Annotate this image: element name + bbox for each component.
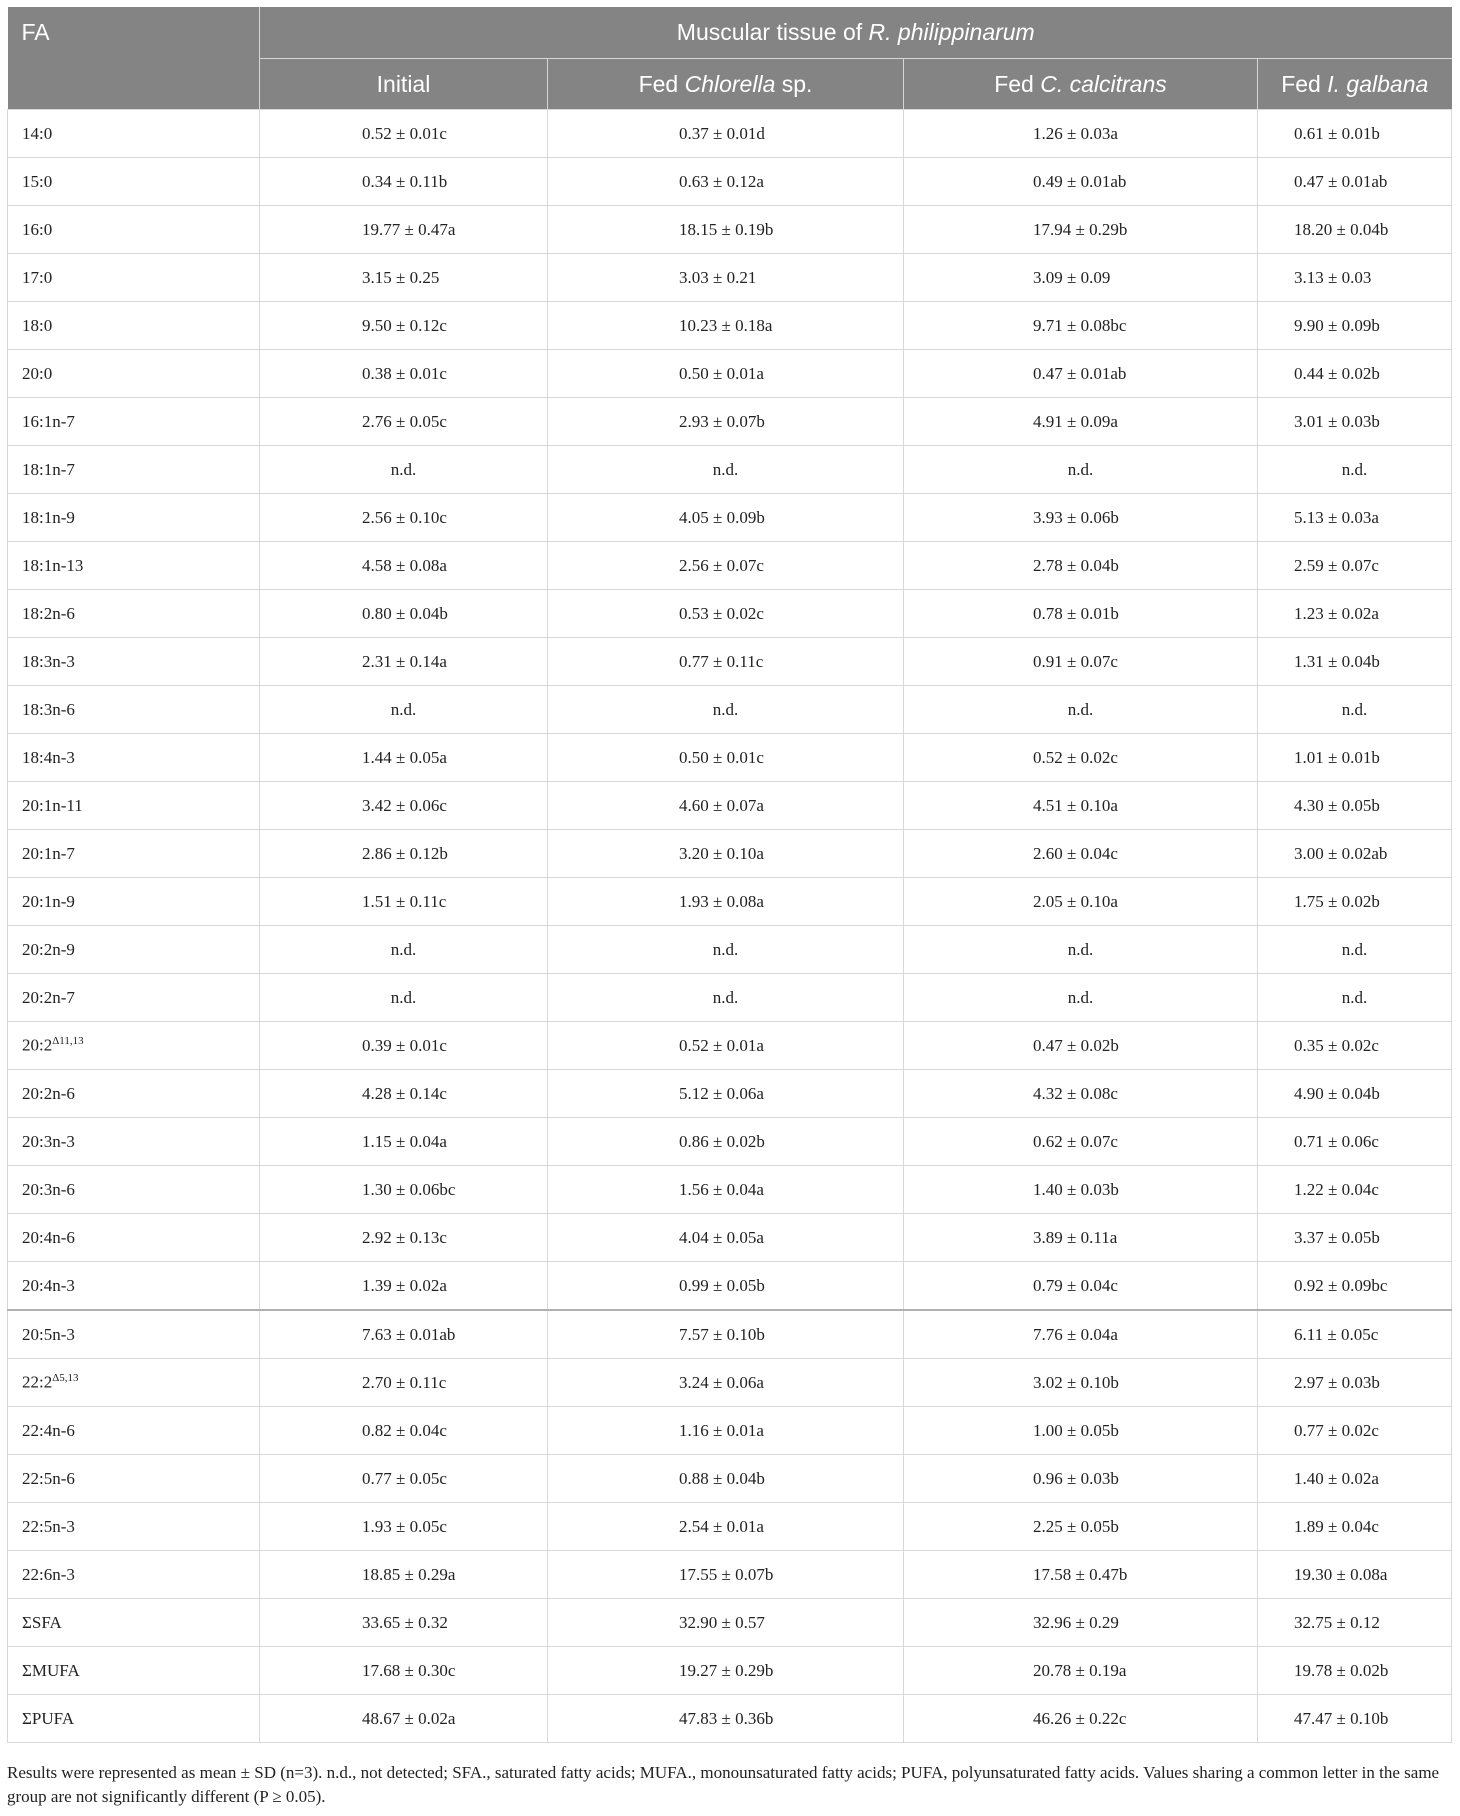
table-row	[8, 1455, 1452, 1503]
table-row	[8, 158, 1452, 206]
value-cell: n.d.	[548, 926, 904, 974]
value-cell: 1.93 ± 0.08a	[548, 878, 904, 926]
value-cell: 0.49 ± 0.01ab	[904, 158, 1258, 206]
table-row	[8, 974, 1452, 1022]
value-cell: 0.82 ± 0.04c	[260, 1407, 548, 1455]
table-row	[8, 1359, 1452, 1407]
value-cell: 47.83 ± 0.36b	[548, 1695, 904, 1743]
value-cell: 0.34 ± 0.11b	[260, 158, 548, 206]
group-header-species: R. philippinarum	[868, 19, 1035, 45]
value-cell: 0.78 ± 0.01b	[904, 590, 1258, 638]
column-header-3	[1258, 59, 1452, 110]
fatty-acid-name: 17:0	[22, 267, 53, 287]
value-cell: 17.58 ± 0.47b	[904, 1551, 1258, 1599]
column-header-prefix: Initial	[376, 70, 431, 97]
table-row	[8, 1214, 1452, 1262]
table-footnote: Results were represented as mean ± SD (n=3). n.d., not detected; SFA., saturated fatty acids; MUFA., monounsaturated fatty acids; PUFA, polyunsaturated fatty acids. Values sharing a common letter in the same group are not significantly different (P ≥ 0.05).	[7, 1763, 1440, 1806]
fatty-acid-name: 20:1n-7	[22, 843, 75, 863]
value-cell: 4.28 ± 0.14c	[260, 1070, 548, 1118]
value-cell: 0.77 ± 0.02c	[1258, 1407, 1452, 1455]
value-cell: 1.31 ± 0.04b	[1258, 638, 1452, 686]
fatty-acid-name: 18:2n-6	[22, 603, 75, 623]
table-row	[8, 110, 1452, 158]
fatty-acid-superscript: Δ11,13	[52, 1035, 84, 1048]
fatty-acid-name: 18:1n-7	[22, 459, 75, 479]
value-cell: 0.52 ± 0.01c	[260, 110, 548, 158]
fatty-acid-name: 20:4n-6	[22, 1227, 75, 1247]
fatty-acid-label	[8, 446, 260, 494]
column-header-species: C. calcitrans	[1040, 70, 1167, 97]
fatty-acid-label	[8, 1455, 260, 1503]
fatty-acid-label	[8, 782, 260, 830]
value-cell: n.d.	[548, 446, 904, 494]
value-cell: 0.63 ± 0.12a	[548, 158, 904, 206]
fatty-acid-name: 20:1n-9	[22, 891, 75, 911]
value-cell: 3.03 ± 0.21	[548, 254, 904, 302]
value-cell: 4.30 ± 0.05b	[1258, 782, 1452, 830]
value-cell: 1.40 ± 0.03b	[904, 1166, 1258, 1214]
value-cell: 0.39 ± 0.01c	[260, 1022, 548, 1070]
value-cell: 2.97 ± 0.03b	[1258, 1359, 1452, 1407]
fatty-acid-name: 18:3n-3	[22, 651, 75, 671]
fatty-acid-label	[8, 1647, 260, 1695]
value-cell: n.d.	[1258, 926, 1452, 974]
fatty-acid-name: 18:4n-3	[22, 747, 75, 767]
value-cell: 32.90 ± 0.57	[548, 1599, 904, 1647]
value-cell: 4.90 ± 0.04b	[1258, 1070, 1452, 1118]
table-row	[8, 638, 1452, 686]
fatty-acid-name: 22:6n-3	[22, 1564, 75, 1584]
value-cell: 1.16 ± 0.01a	[548, 1407, 904, 1455]
fatty-acid-name: 15:0	[22, 171, 53, 191]
value-cell: n.d.	[904, 974, 1258, 1022]
fatty-acid-label	[8, 1166, 260, 1214]
fatty-acid-label	[8, 1503, 260, 1551]
table-row	[8, 494, 1452, 542]
fatty-acid-name: 20:1n-11	[22, 795, 83, 815]
value-cell: 32.75 ± 0.12	[1258, 1599, 1452, 1647]
value-cell: n.d.	[1258, 686, 1452, 734]
fatty-acid-name: 22:4n-6	[22, 1420, 75, 1440]
value-cell: 2.76 ± 0.05c	[260, 398, 548, 446]
value-cell: 19.27 ± 0.29b	[548, 1647, 904, 1695]
value-cell: 1.75 ± 0.02b	[1258, 878, 1452, 926]
value-cell: 1.23 ± 0.02a	[1258, 590, 1452, 638]
value-cell: 0.88 ± 0.04b	[548, 1455, 904, 1503]
value-cell: n.d.	[548, 686, 904, 734]
fatty-acid-label	[8, 686, 260, 734]
value-cell: 2.05 ± 0.10a	[904, 878, 1258, 926]
table-row	[8, 830, 1452, 878]
fatty-acid-label	[8, 1262, 260, 1311]
fatty-acid-name: 20:5n-3	[22, 1324, 75, 1344]
value-cell: n.d.	[1258, 446, 1452, 494]
value-cell: 3.42 ± 0.06c	[260, 782, 548, 830]
value-cell: n.d.	[260, 686, 548, 734]
value-cell: 18.15 ± 0.19b	[548, 206, 904, 254]
value-cell: 2.70 ± 0.11c	[260, 1359, 548, 1407]
column-header-2	[904, 59, 1258, 110]
value-cell: 0.47 ± 0.01ab	[1258, 158, 1452, 206]
value-cell: 0.53 ± 0.02c	[548, 590, 904, 638]
value-cell: n.d.	[260, 926, 548, 974]
value-cell: 9.71 ± 0.08bc	[904, 302, 1258, 350]
fatty-acid-label	[8, 974, 260, 1022]
value-cell: 0.35 ± 0.02c	[1258, 1022, 1452, 1070]
fatty-acid-label	[8, 1022, 260, 1070]
fatty-acid-label	[8, 110, 260, 158]
table-row	[8, 1262, 1452, 1311]
fatty-acid-label	[8, 158, 260, 206]
value-cell: 32.96 ± 0.29	[904, 1599, 1258, 1647]
table-row	[8, 254, 1452, 302]
value-cell: 3.00 ± 0.02ab	[1258, 830, 1452, 878]
value-cell: 3.89 ± 0.11a	[904, 1214, 1258, 1262]
column-header-species: Chlorella	[684, 70, 776, 97]
fatty-acid-name: ΣMUFA	[22, 1660, 80, 1680]
fatty-acid-name: 20:2n-9	[22, 939, 75, 959]
table-row	[8, 686, 1452, 734]
value-cell: 3.02 ± 0.10b	[904, 1359, 1258, 1407]
fatty-acid-label	[8, 1070, 260, 1118]
value-cell: 4.32 ± 0.08c	[904, 1070, 1258, 1118]
table-row	[8, 926, 1452, 974]
value-cell: 3.13 ± 0.03	[1258, 254, 1452, 302]
value-cell: 0.92 ± 0.09bc	[1258, 1262, 1452, 1311]
fatty-acid-name: 18:3n-6	[22, 699, 75, 719]
fatty-acid-name: ΣSFA	[22, 1612, 62, 1632]
value-cell: 19.78 ± 0.02b	[1258, 1647, 1452, 1695]
value-cell: 4.91 ± 0.09a	[904, 398, 1258, 446]
fatty-acid-label	[8, 1118, 260, 1166]
value-cell: 17.55 ± 0.07b	[548, 1551, 904, 1599]
fatty-acid-label	[8, 638, 260, 686]
fatty-acid-label	[8, 1599, 260, 1647]
value-cell: 2.60 ± 0.04c	[904, 830, 1258, 878]
column-header-suffix: sp.	[775, 70, 813, 97]
value-cell: 0.99 ± 0.05b	[548, 1262, 904, 1311]
value-cell: 2.25 ± 0.05b	[904, 1503, 1258, 1551]
value-cell: n.d.	[260, 446, 548, 494]
column-header-species: I. galbana	[1327, 70, 1429, 97]
table-header	[8, 7, 1452, 110]
table-row	[8, 1647, 1452, 1695]
value-cell: 4.04 ± 0.05a	[548, 1214, 904, 1262]
value-cell: 2.54 ± 0.01a	[548, 1503, 904, 1551]
value-cell: 1.30 ± 0.06bc	[260, 1166, 548, 1214]
value-cell: 3.01 ± 0.03b	[1258, 398, 1452, 446]
value-cell: 0.79 ± 0.04c	[904, 1262, 1258, 1311]
value-cell: 0.47 ± 0.02b	[904, 1022, 1258, 1070]
value-cell: 2.56 ± 0.07c	[548, 542, 904, 590]
column-header-prefix: Fed	[638, 70, 685, 97]
value-cell: 1.22 ± 0.04c	[1258, 1166, 1452, 1214]
fatty-acid-label	[8, 1551, 260, 1599]
value-cell: 0.71 ± 0.06c	[1258, 1118, 1452, 1166]
fatty-acid-name: 20:2n-6	[22, 1083, 75, 1103]
table-row	[8, 302, 1452, 350]
fatty-acid-superscript: Δ5,13	[52, 1372, 79, 1385]
value-cell: 1.15 ± 0.04a	[260, 1118, 548, 1166]
value-cell: 47.47 ± 0.10b	[1258, 1695, 1452, 1743]
value-cell: 10.23 ± 0.18a	[548, 302, 904, 350]
table-row	[8, 350, 1452, 398]
value-cell: 2.78 ± 0.04b	[904, 542, 1258, 590]
value-cell: 7.63 ± 0.01ab	[260, 1310, 548, 1359]
value-cell: 4.60 ± 0.07a	[548, 782, 904, 830]
value-cell: 0.44 ± 0.02b	[1258, 350, 1452, 398]
fatty-acid-label	[8, 734, 260, 782]
fatty-acid-label	[8, 494, 260, 542]
fatty-acid-label	[8, 302, 260, 350]
value-cell: 1.01 ± 0.01b	[1258, 734, 1452, 782]
value-cell: 0.61 ± 0.01b	[1258, 110, 1452, 158]
value-cell: 6.11 ± 0.05c	[1258, 1310, 1452, 1359]
fatty-acid-name: 18:1n-13	[22, 555, 84, 575]
value-cell: 1.00 ± 0.05b	[904, 1407, 1258, 1455]
table-row	[8, 734, 1452, 782]
fatty-acid-name: 22:5n-3	[22, 1516, 75, 1536]
table-row	[8, 1599, 1452, 1647]
fatty-acid-label	[8, 254, 260, 302]
table-row	[8, 1551, 1452, 1599]
value-cell: 2.93 ± 0.07b	[548, 398, 904, 446]
value-cell: 1.40 ± 0.02a	[1258, 1455, 1452, 1503]
fatty-acid-label	[8, 1407, 260, 1455]
value-cell: 0.37 ± 0.01d	[548, 110, 904, 158]
fatty-acid-name: 20:2n-7	[22, 987, 75, 1007]
value-cell: 2.31 ± 0.14a	[260, 638, 548, 686]
fatty-acid-label	[8, 542, 260, 590]
fatty-acid-label	[8, 1310, 260, 1359]
value-cell: 5.13 ± 0.03a	[1258, 494, 1452, 542]
fatty-acid-name: 16:0	[22, 219, 53, 239]
value-cell: n.d.	[904, 446, 1258, 494]
value-cell: 0.52 ± 0.02c	[904, 734, 1258, 782]
value-cell: 3.15 ± 0.25	[260, 254, 548, 302]
table-row	[8, 206, 1452, 254]
table-row	[8, 1407, 1452, 1455]
value-cell: 2.56 ± 0.10c	[260, 494, 548, 542]
table-row	[8, 1503, 1452, 1551]
fatty-acid-name: ΣPUFA	[22, 1708, 75, 1728]
fatty-acid-name: 20:3n-6	[22, 1179, 75, 1199]
value-cell: n.d.	[1258, 974, 1452, 1022]
value-cell: 0.50 ± 0.01c	[548, 734, 904, 782]
value-cell: 18.20 ± 0.04b	[1258, 206, 1452, 254]
fatty-acid-label	[8, 878, 260, 926]
fatty-acid-label	[8, 1214, 260, 1262]
group-header-text: Muscular tissue of	[676, 19, 863, 45]
table-row	[8, 878, 1452, 926]
value-cell: 1.51 ± 0.11c	[260, 878, 548, 926]
value-cell: 1.26 ± 0.03a	[904, 110, 1258, 158]
value-cell: 20.78 ± 0.19a	[904, 1647, 1258, 1695]
column-header-1	[548, 59, 904, 110]
table-row	[8, 782, 1452, 830]
column-header-prefix: Fed	[1281, 70, 1328, 97]
fatty-acid-label	[8, 206, 260, 254]
value-cell: 4.51 ± 0.10a	[904, 782, 1258, 830]
fatty-acid-name: 20:0	[22, 363, 53, 383]
value-cell: 9.50 ± 0.12c	[260, 302, 548, 350]
value-cell: 0.96 ± 0.03b	[904, 1455, 1258, 1503]
value-cell: 0.47 ± 0.01ab	[904, 350, 1258, 398]
value-cell: 3.24 ± 0.06a	[548, 1359, 904, 1407]
fatty-acid-name: 18:1n-9	[22, 507, 75, 527]
group-header	[260, 7, 1452, 59]
value-cell: 0.77 ± 0.11c	[548, 638, 904, 686]
value-cell: 0.91 ± 0.07c	[904, 638, 1258, 686]
value-cell: 0.80 ± 0.04b	[260, 590, 548, 638]
value-cell: 1.93 ± 0.05c	[260, 1503, 548, 1551]
table-row	[8, 1166, 1452, 1214]
value-cell: 0.77 ± 0.05c	[260, 1455, 548, 1503]
value-cell: 0.86 ± 0.02b	[548, 1118, 904, 1166]
fatty-acid-name: 20:4n-3	[22, 1275, 75, 1295]
value-cell: 1.44 ± 0.05a	[260, 734, 548, 782]
value-cell: 19.30 ± 0.08a	[1258, 1551, 1452, 1599]
value-cell: 3.20 ± 0.10a	[548, 830, 904, 878]
value-cell: 2.86 ± 0.12b	[260, 830, 548, 878]
table-row	[8, 1118, 1452, 1166]
value-cell: n.d.	[260, 974, 548, 1022]
value-cell: 0.50 ± 0.01a	[548, 350, 904, 398]
fatty-acid-name: 14:0	[22, 123, 53, 143]
fatty-acid-label	[8, 398, 260, 446]
value-cell: 1.39 ± 0.02a	[260, 1262, 548, 1311]
table-row	[8, 1310, 1452, 1359]
value-cell: 2.59 ± 0.07c	[1258, 542, 1452, 590]
value-cell: 17.68 ± 0.30c	[260, 1647, 548, 1695]
value-cell: 2.92 ± 0.13c	[260, 1214, 548, 1262]
fatty-acid-table	[7, 7, 1452, 1743]
fatty-acid-label	[8, 926, 260, 974]
value-cell: 1.89 ± 0.04c	[1258, 1503, 1452, 1551]
fatty-acid-label	[8, 1359, 260, 1407]
fatty-acid-label	[8, 830, 260, 878]
fatty-acid-name: 20:2	[22, 1035, 53, 1055]
value-cell: 46.26 ± 0.22c	[904, 1695, 1258, 1743]
value-cell: 48.67 ± 0.02a	[260, 1695, 548, 1743]
fatty-acid-table-container	[7, 7, 1451, 1743]
table-row	[8, 1070, 1452, 1118]
table-row	[8, 398, 1452, 446]
value-cell: 17.94 ± 0.29b	[904, 206, 1258, 254]
column-header-prefix: Fed	[994, 70, 1041, 97]
table-body	[8, 110, 1452, 1743]
table-row	[8, 1695, 1452, 1743]
fatty-acid-name: 22:2	[22, 1372, 53, 1392]
value-cell: 3.37 ± 0.05b	[1258, 1214, 1452, 1262]
value-cell: 0.52 ± 0.01a	[548, 1022, 904, 1070]
table-row	[8, 446, 1452, 494]
column-header-0	[260, 59, 548, 110]
value-cell: 3.93 ± 0.06b	[904, 494, 1258, 542]
value-cell: 9.90 ± 0.09b	[1258, 302, 1452, 350]
table-row	[8, 1022, 1452, 1070]
fatty-acid-name: 20:3n-3	[22, 1131, 75, 1151]
fatty-acid-label	[8, 350, 260, 398]
fatty-acid-label	[8, 1695, 260, 1743]
table-row	[8, 590, 1452, 638]
value-cell: 19.77 ± 0.47a	[260, 206, 548, 254]
value-cell: 4.58 ± 0.08a	[260, 542, 548, 590]
value-cell: 7.57 ± 0.10b	[548, 1310, 904, 1359]
value-cell: 33.65 ± 0.32	[260, 1599, 548, 1647]
fatty-acid-name: 16:1n-7	[22, 411, 75, 431]
fa-column-header: FA	[8, 7, 260, 110]
value-cell: 4.05 ± 0.09b	[548, 494, 904, 542]
value-cell: 0.38 ± 0.01c	[260, 350, 548, 398]
value-cell: n.d.	[904, 926, 1258, 974]
fatty-acid-name: 18:0	[22, 315, 53, 335]
fatty-acid-label	[8, 590, 260, 638]
value-cell: 1.56 ± 0.04a	[548, 1166, 904, 1214]
value-cell: 18.85 ± 0.29a	[260, 1551, 548, 1599]
value-cell: 0.62 ± 0.07c	[904, 1118, 1258, 1166]
value-cell: n.d.	[904, 686, 1258, 734]
table-row	[8, 542, 1452, 590]
value-cell: 7.76 ± 0.04a	[904, 1310, 1258, 1359]
fatty-acid-name: 22:5n-6	[22, 1468, 75, 1488]
value-cell: 3.09 ± 0.09	[904, 254, 1258, 302]
value-cell: 5.12 ± 0.06a	[548, 1070, 904, 1118]
value-cell: n.d.	[548, 974, 904, 1022]
